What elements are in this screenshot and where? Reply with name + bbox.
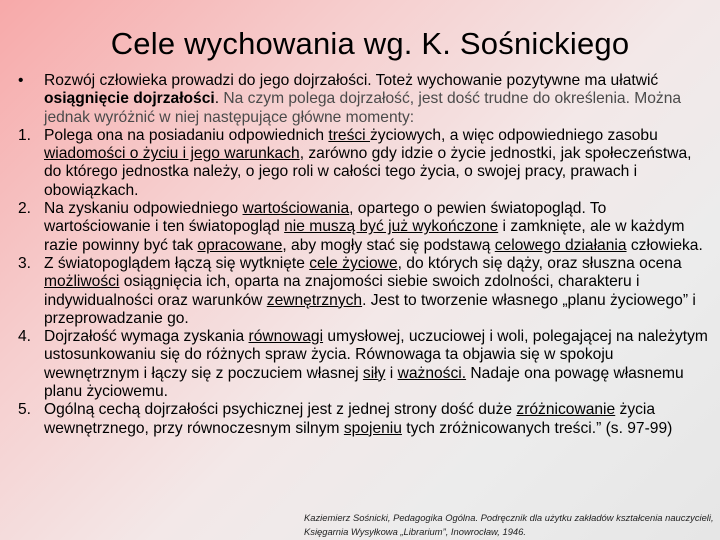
underlined-phrase: możliwości bbox=[44, 273, 120, 291]
intro-muted-text: Na czym polega dojrzałość, jest dość trudne do określenia. Można jednak wyróżnić w niej następujące główne momenty: bbox=[44, 90, 682, 126]
point-number: 5. bbox=[18, 401, 32, 419]
underlined-phrase: opracowane bbox=[197, 236, 283, 254]
point-text: Ogólną cechą dojrzałości psychicznej jest z jednej strony dość duże bbox=[44, 401, 517, 419]
point-text: , opartego o pewien światopogląd. To wartościowanie i ten światopogląd bbox=[44, 200, 607, 236]
point-text: tych zróżnicowanych treści.” (s. 97-99) bbox=[401, 419, 673, 437]
point-text: człowieka. bbox=[626, 236, 703, 254]
intro-text-period: . bbox=[214, 90, 224, 108]
point-number: 1. bbox=[18, 126, 32, 144]
underlined-phrase: ważności. bbox=[397, 364, 467, 382]
underlined-phrase: wartościowania bbox=[242, 200, 350, 218]
slide-body bbox=[18, 72, 710, 438]
point-text: i bbox=[385, 364, 398, 382]
underlined-phrase: spojeniu bbox=[343, 419, 402, 437]
bullet-marker: • bbox=[18, 72, 24, 89]
point-number: 2. bbox=[18, 200, 32, 218]
point-text: życiowych, a więc odpowiedniego zasobu bbox=[369, 126, 658, 144]
numbered-point-1 bbox=[18, 127, 710, 200]
underlined-phrase: cele życiowe bbox=[309, 254, 398, 272]
point-text: , aby mogły stać się podstawą bbox=[282, 236, 495, 254]
point-text: i zamknięte, ale w każdym razie powinny być tak bbox=[44, 218, 685, 254]
underlined-phrase: nie muszą być już wykończone bbox=[284, 218, 499, 236]
point-text: . Jest to tworzenie własnego „planu życiowego” i przeprowadzanie go. bbox=[44, 291, 696, 327]
point-text: , do których się dąży, oraz słuszna ocena bbox=[397, 254, 682, 272]
numbered-point-2 bbox=[18, 200, 710, 255]
point-text: życia wewnętrznego, przy równoczesnym silnym bbox=[44, 401, 656, 437]
underlined-phrase: celowego działania bbox=[494, 236, 627, 254]
point-text: umysłowej, uczuciowej i woli, polegającej na należytym ustosunkowaniu się do różnych spraw życia. Równowaga ta objawia się w spokoju wewnętrznym i łączy się z poczuciem własnej bbox=[44, 328, 708, 382]
intro-text: Rozwój człowieka prowadzi do jego dojrzałości. Toteż wychowanie pozytywne ma ułatwić bbox=[44, 72, 659, 89]
underlined-phrase: równowagi bbox=[248, 328, 324, 346]
underlined-phrase: siły bbox=[362, 364, 386, 382]
point-text: , zarówno gdy idzie o życie jednostki, jak społeczeństwa, do którego jednostka należy, o jego roli w całości tego życia, o swojej pracy, prawach i obowiązkach. bbox=[44, 145, 692, 199]
point-text: Nadaje ona powagę własnemu planu życiowemu. bbox=[44, 364, 684, 401]
numbered-points bbox=[18, 127, 710, 438]
point-text: Polega ona na posiadaniu odpowiednich bbox=[44, 126, 329, 144]
intro-paragraph bbox=[18, 72, 710, 127]
point-text: Na zyskaniu odpowiedniego bbox=[44, 200, 243, 218]
point-text: osiągnięcia ich, oparta na znajomości siebie swoich zdolności, charakteru i indywidualności oraz warunków bbox=[44, 273, 640, 309]
numbered-point-5 bbox=[18, 401, 710, 438]
numbered-point-4 bbox=[18, 328, 710, 401]
numbered-point-3 bbox=[18, 255, 710, 328]
point-number: 4. bbox=[18, 328, 32, 346]
intro-bold-phrase: osiągnięcie dojrzałości bbox=[44, 90, 215, 108]
point-number: 3. bbox=[18, 254, 32, 272]
citation-footnote: Kaziemierz Sośnicki, Pedagogika Ogólna. Podręcznik dla użytku zakładów kształcenia nauczycieli, Księgarnia Wysyłkowa „Librarium”, Inowrocław, 1946. bbox=[304, 512, 714, 537]
underlined-phrase: zróżnicowanie bbox=[516, 401, 616, 419]
underlined-phrase: wiadomości o życiu i jego warunkach bbox=[44, 145, 300, 163]
underlined-phrase: zewnętrznych bbox=[266, 291, 363, 309]
slide-title: Cele wychowania wg. K. Sośnickiego bbox=[110, 26, 630, 61]
underlined-phrase: treści bbox=[328, 126, 370, 144]
point-text: Z światopoglądem łączą się wytknięte bbox=[44, 254, 310, 272]
point-text: Dojrzałość wymaga zyskania bbox=[44, 328, 249, 346]
